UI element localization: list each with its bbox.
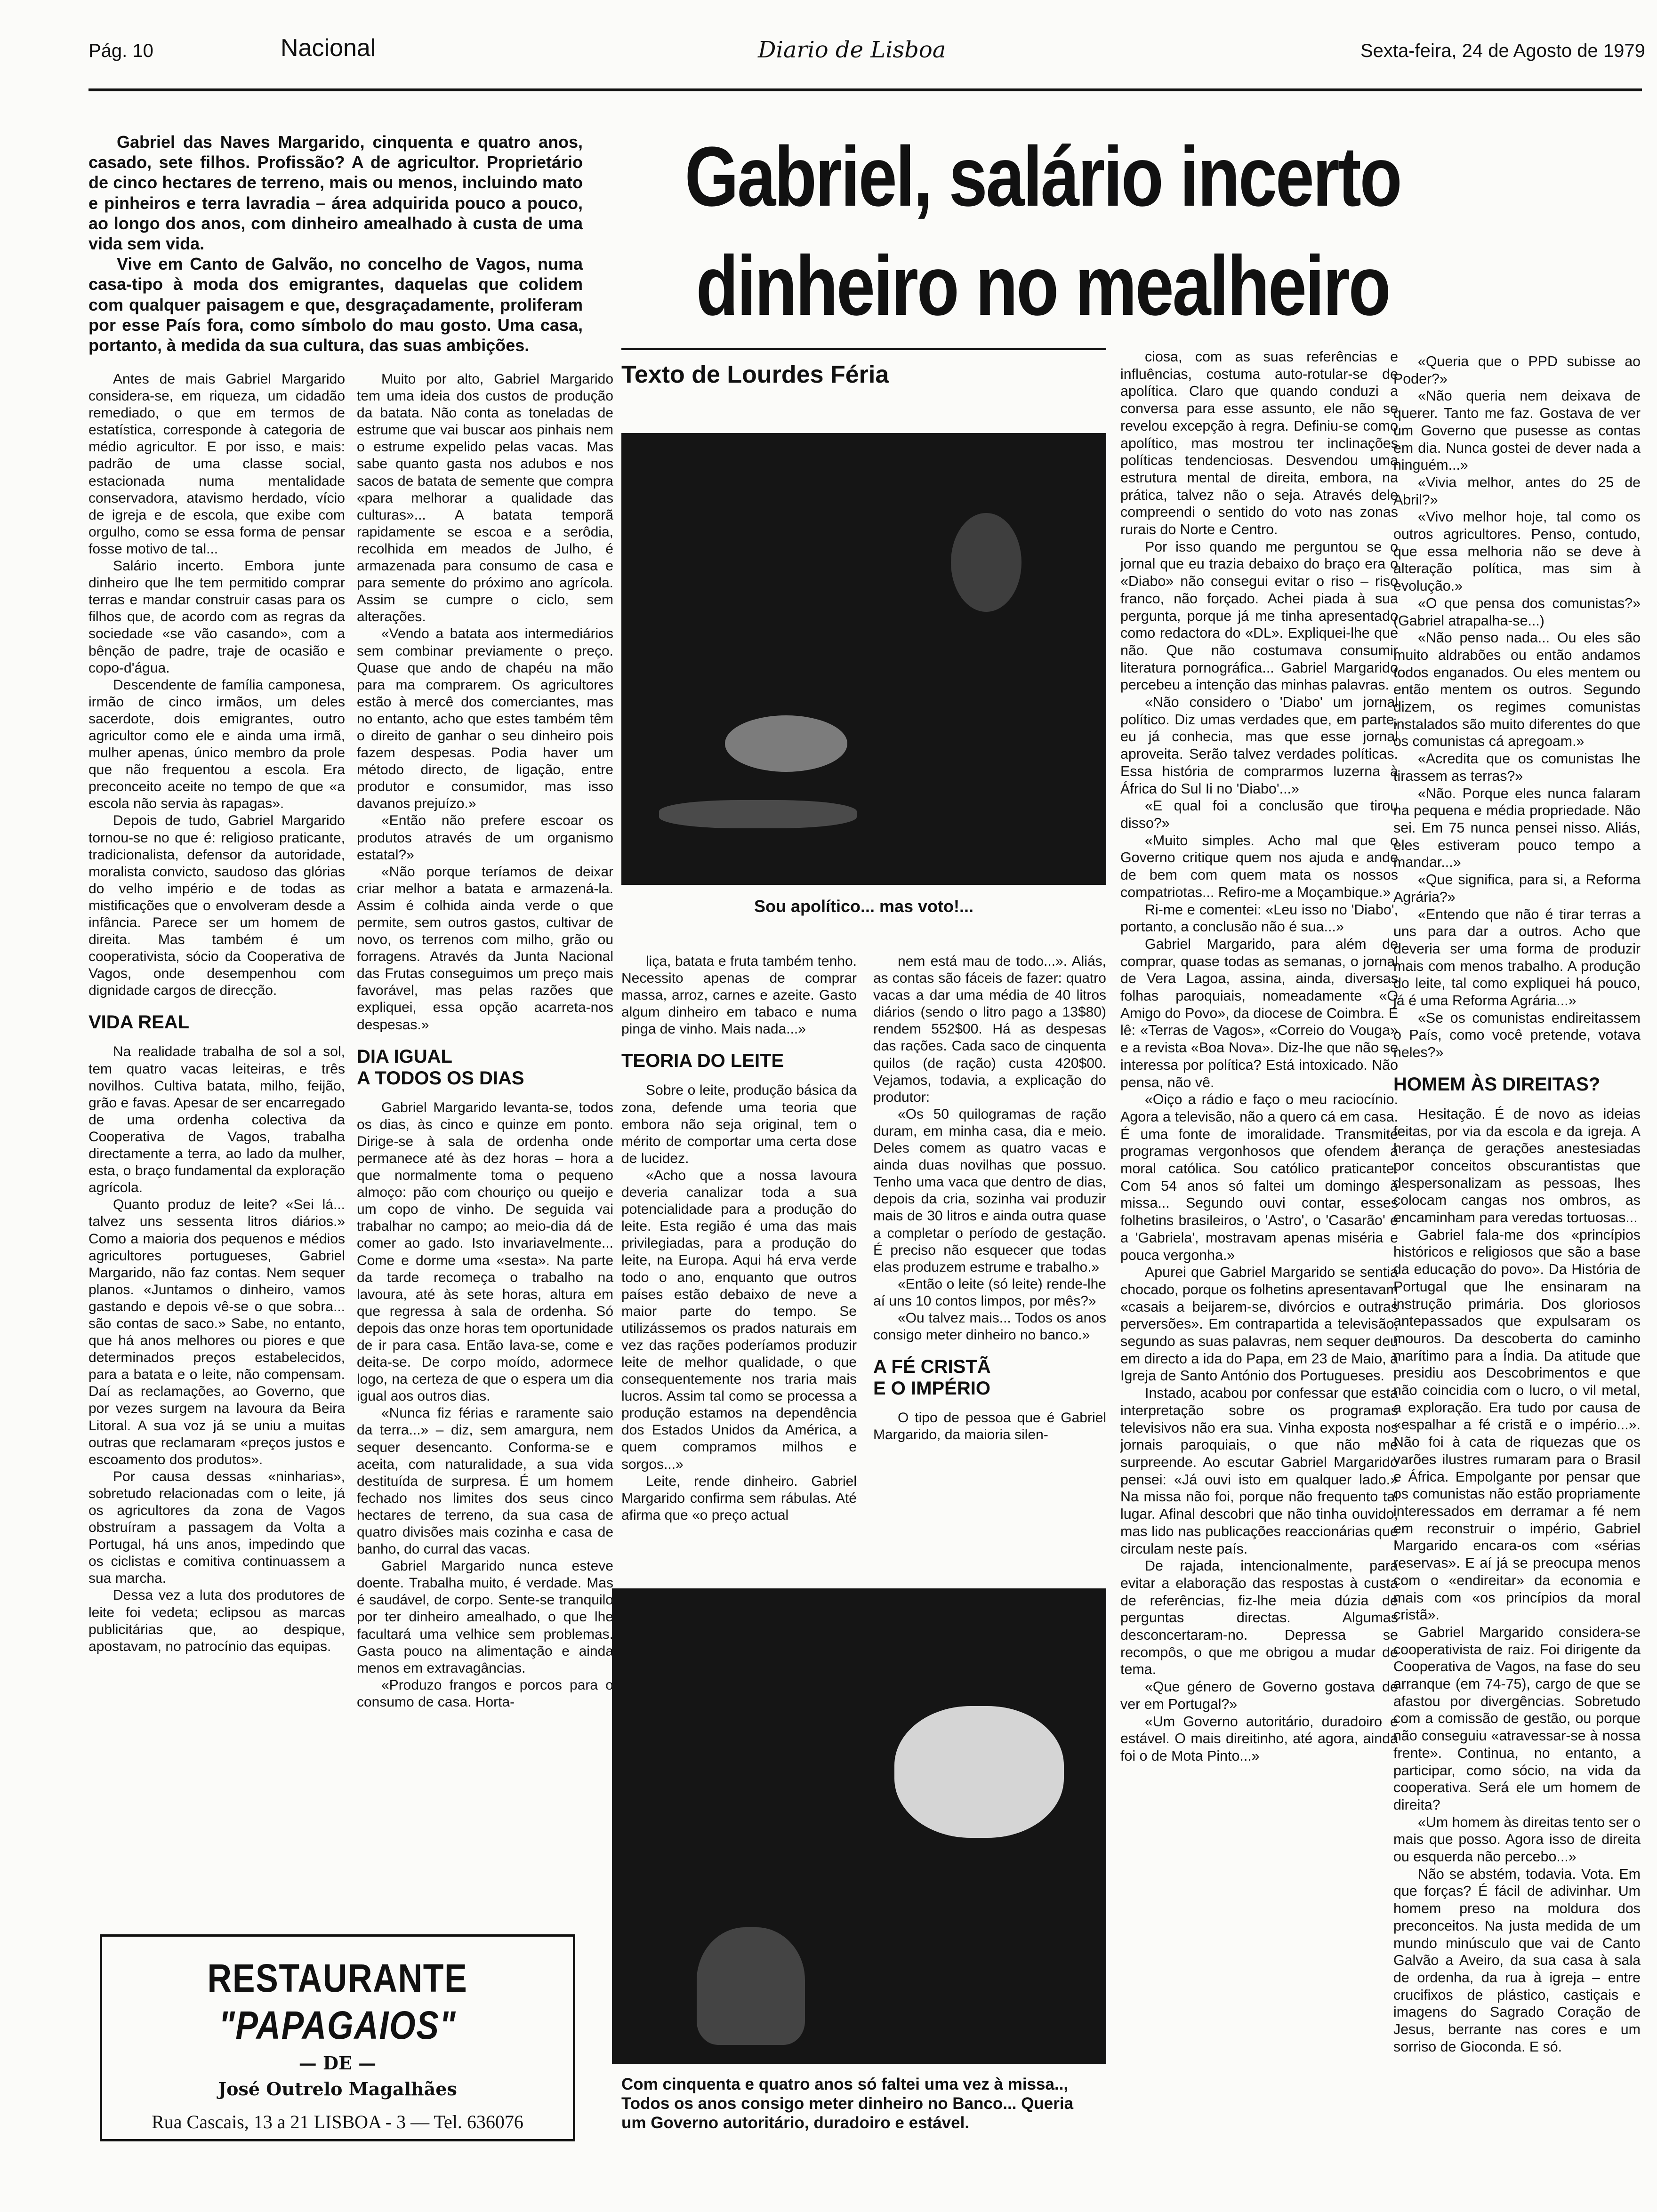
article-paragraph: Depois de tudo, Gabriel Margarido tornou-se no que é: religioso praticante, tradicionalista, defensor da autoridade, moralista convicto, saudoso das glórias do velho império e de todas as mistificações que o envolveram desde a infância. Parece ser um homem de direita. Mas também é um cooperativista, sócio da Cooperativa de Vagos, onde desempenhou com dignidade cargos de direcção. bbox=[88, 813, 345, 999]
byline: Texto de Lourdes Féria bbox=[621, 361, 889, 388]
ad-heading: RESTAURANTE bbox=[207, 1956, 468, 2000]
article-paragraph: «Vivia melhor, antes do 25 de Abril?» bbox=[1393, 474, 1641, 508]
article-paragraph: Ri-me e comentei: «Leu isso no 'Diabo', portanto, a conclusão não é sua...» bbox=[1120, 901, 1398, 935]
photo-table-edge bbox=[659, 800, 857, 828]
article-paragraph: «Não penso nada... Ou eles são muito aldrabões ou então andamos todos enganados. Ou eles mentem ou então mentem os outros. Segundo dizem, os regimes comunistas instalados são muito diferentes do que os comunistas cá apregoam.» bbox=[1393, 630, 1641, 750]
header-rule bbox=[88, 88, 1642, 91]
article-paragraph: «Queria que o PPD subisse ao Poder?» bbox=[1393, 353, 1641, 387]
newspaper-name: Diario de Lisboa bbox=[758, 37, 946, 63]
byline-rule bbox=[621, 348, 1106, 350]
article-paragraph: Apurei que Gabriel Margarido se sentia chocado, porque os folhetins apresentavam «casais a beijarem-se, divórcios e outras perversões». Em contrapartida a televisão, segundo as suas palavras, nem sequer deu em directo a ida do Papa, em 23 de Maio, à Igreja de Santo António dos Portugueses. bbox=[1120, 1264, 1398, 1384]
article-paragraph: «Entendo que não é tirar terras a uns para dar a outros. Acho que deveria ser uma forma de produzir mais com menos trabalho. A produção do leite, tal como expliquei há pouco, já é uma Reforma Agrária...» bbox=[1393, 906, 1641, 1009]
article-paragraph: «Os 50 quilogramas de ração duram, em minha casa, dia e meio. Deles comem as quatro vacas e ainda duas novilhas que possuo. Tenho uma vaca que dentro de dias, depois da cria, sozinha vai produzir mais de 30 litros e ainda outra quase a completar o período de gestação. É preciso não esquecer que todas elas produzem estrume e trabalho.» bbox=[873, 1106, 1106, 1275]
article-paragraph: Gabriel fala-me dos «princípios históricos e religiosos que são a base da educação do povo». Da História de Portugal que lhe ensinaram na instrução primária. Dos gloriosos antepassados que expulsaram os mouros. Da descoberta do caminho marítimo para a Índia. Da atitude que presidiu aos Descobrimentos e que não coincidia com o lucro, o vil metal, a exploração. Era tudo por causa de «espalhar a fé cristã e o império...». Não foi à cata de riquezas que os varões ilustres rumaram para o Brasil e África. Empolgante por pensar que os comunistas não estão propriamente interessados em derramar a fé nem em reconstruir o império, Gabriel Margarido encara-os com «sérias reservas». E aí já se preocupa menos com o «endireitar» da economia e mais com «os princípios da moral cristã». bbox=[1393, 1226, 1641, 1623]
article-paragraph: Descendente de família camponesa, irmão de cinco irmãos, um deles sacerdote, dois emigrantes, outro agricultor como ele e ainda uma irmã, mulher apenas, único membro da prole que não frequentou a escola. Era preconceito aceite no tempo de que «a escola não servia às rapagas». bbox=[88, 677, 345, 812]
article-paragraph: O tipo de pessoa que é Gabriel Margarido, da maioria silen- bbox=[873, 1410, 1106, 1443]
subheading: A FÉ CRISTÃ E O IMPÉRIO bbox=[873, 1356, 991, 1399]
article-paragraph: «Não queria nem deixava de querer. Tanto me faz. Gostava de ver um Governo que pusesse as contas em dia. Nunca gostei de dever nada a ninguém...» bbox=[1393, 388, 1641, 473]
article-paragraph: Muito por alto, Gabriel Margarido tem uma ideia dos custos de produção da batata. Não conta as toneladas de estrume que vai buscar aos pinhais nem o estrume expelido pelas vacas. Mas sabe quanto gasta nos adubos e nos sacos de batata de semente que compra «para melhorar a qualidade das culturas»... A batata temporã rapidamente se escoa e a serôdia, recolhida em meados de Julho, é armazenada para consumo de casa e para semente do próximo ano agrícola. Assim se cumpre o ciclo, sem alterações. bbox=[357, 371, 613, 625]
photo-caption: Sou apolítico... mas voto!... bbox=[754, 897, 974, 916]
article-paragraph: Dessa vez a luta dos produtores de leite foi vedeta; eclipsou as marcas publicitárias que, ao despique, apostavam, no patrocínio das equipas. bbox=[88, 1587, 345, 1654]
article-paragraph: Gabriel Margarido levanta-se, todos os dias, às cinco e quinze em ponto. Dirige-se à sala de ordenha onde permanece até às dez horas – hora a que normalmente toma o pequeno almoço: pão com chouriço ou queijo e um copo de vinho. De seguida vai trabalhar no campo; ao meio-dia dá de comer ao gado. Isto invariavelmente... Come e dorme uma «sesta». Na parte da tarde recomeça o trabalho na lavoura, até às sete horas, altura em que regressa à sala de ordenha. Só depois das onze horas tem oportunidade de ir para casa. Então lava-se, come e deita-se. De corpo moído, adormece logo, na certeza de que o espera um dia igual aos outros dias. bbox=[357, 1099, 613, 1404]
article-column-2 bbox=[357, 371, 613, 1711]
photo-table-highlight bbox=[725, 715, 847, 772]
article-paragraph: Quanto produz de leite? «Sei lá... talvez uns sessenta litros diários.» Como a maioria dos pequenos e médios agricultores portugueses, Gabriel Margarido, não faz contas. Nem sequer planos. «Juntamos o dinheiro, vamos gastando e depois vê-se o que sobra... são contas de saco.» Sabe, no entanto, que há anos melhores ou piores e que determinados preços estabelecidos, para a batata e o leite, não compensam. Daí as reclamações, ao Governo, que por vezes surgem na lavoura da Beira Litoral. A sua voz já se uniu a muitas outras que reclamaram «preços justos e escoamento dos produtos». bbox=[88, 1197, 345, 1467]
article-paragraph: «Um Governo autoritário, duradoiro e estável. O mais direitinho, até agora, ainda foi o de Mota Pinto...» bbox=[1120, 1713, 1398, 1764]
headline bbox=[682, 122, 1403, 341]
ad-de: — DE — bbox=[298, 2052, 377, 2074]
article-paragraph: Na realidade trabalha de sol a sol, tem quatro vacas leiteiras, e três novilhos. Cultiva batata, milho, feijão, grão e favas. Apesar de ser encarregado de uma ordenha colectiva da Cooperativa de Vagos, trabalha directamente a terra, ao lado da mulher, esta, o braço fundamental da exploração agrícola. bbox=[88, 1044, 345, 1196]
article-paragraph: «Vivo melhor hoje, tal como os outros agricultores. Penso, contudo, que essa melhoria não se deve à alteração política, mas sim à evolução.» bbox=[1393, 509, 1641, 594]
article-paragraph: Instado, acabou por confessar que esta interpretação sobre os programas televisivos não era sua. Vinha exposta nos jornais paroquiais, o que não me surpreende. Ao escutar Gabriel Margarido pensei: «Já ouvi isto em qualquer lado.» Na missa não foi, porque não frequento tal lugar. Afinal descobri que não tinha ouvido, mas lido nas publicações reaccionárias que circulam neste país. bbox=[1120, 1385, 1398, 1557]
article-paragraph: Gabriel Margarido nunca esteve doente. Trabalha muito, é verdade. Mas é saudável, de corpo. Sente-se tranquilo por ter dinheiro amealhado, o que lhe facultará uma velhice sem problemas. Gasta pouco na alimentação e ainda menos em extravagâncias. bbox=[357, 1558, 613, 1676]
article-paragraph: «E qual foi a conclusão que tirou disso?» bbox=[1120, 798, 1398, 831]
photo-figure bbox=[697, 1927, 805, 2045]
ad-address: Rua Cascais, 13 a 21 LISBOA - 3 — Tel. 636076 bbox=[152, 2111, 523, 2132]
article-paragraph: Não se abstém, todavia. Vota. Em que forças? É fácil de adivinhar. Um homem preso na moldura dos preconceitos. Na justa medida de um mundo minúsculo que vai de Canto Galvão a Aveiro, da sua casa à sala de ordenha, da rua à igreja – entre crucifixos de plástico, castiçais e imagens do Sagrado Coração de Jesus, berrante nas cores e um sorriso de Gioconda. E só. bbox=[1393, 1866, 1641, 2055]
restaurant-advertisement bbox=[100, 1934, 575, 2141]
article-paragraph: «Que significa, para si, a Reforma Agrária?» bbox=[1393, 872, 1641, 905]
photo-caption: Com cinquenta e quatro anos só faltei uma vez à missa.., Todos os anos consigo meter dinheiro no Banco... Queria um Governo autoritário, duradoiro e estável. bbox=[621, 2075, 1074, 2132]
article-paragraph: Gabriel Margarido considera-se cooperativista de raiz. Foi dirigente da Cooperativa de Vagos, na fase do seu arranque (em 74-75), cargo de que se afastou por divergências. Sobretudo com a comissão de gestão, ou porque não conseguiu «atravessar-se à nossa frente». Continua, no entanto, a participar, como sócio, na vida da cooperativa. Será ele um homem de direita? bbox=[1393, 1624, 1641, 1813]
article-paragraph: «Um homem às direitas tento ser o mais que posso. Agora isso de direita ou esquerda não percebo...» bbox=[1393, 1814, 1641, 1865]
article-column-3 bbox=[621, 953, 857, 1524]
article-paragraph: «Muito simples. Acho mal que o Governo critique quem nos ajuda e ande de bem com quem mata os nossos compatriotas... Refiro-me a Moçambique.» bbox=[1120, 832, 1398, 900]
ad-owner: José Outrelo Magalhães bbox=[218, 2078, 457, 2100]
article-paragraph: Sobre o leite, produção básica da zona, defende uma teoria que embora não seja original, tem o mérito de comportar uma certa dose de lucidez. bbox=[621, 1082, 857, 1166]
article-column-5 bbox=[1120, 348, 1398, 1765]
article-column-6 bbox=[1393, 353, 1641, 2056]
subheading: TEORIA DO LEITE bbox=[621, 1050, 784, 1072]
article-paragraph: «Não considero o 'Diabo' um jornal político. Diz umas verdades que, em parte, eu já conhecia, mas que esse jornal aproveita. Serão talvez verdades políticas. Essa história de comprarmos luzerna à África do Sul Ii no 'Diabo'...» bbox=[1120, 694, 1398, 797]
article-paragraph: «Nunca fiz férias e raramente saio da terra...» – diz, sem amargura, nem sequer desencanto. Conforma-se e aceita, com naturalidade, a sua vida destituída de surpresa. É um homem fechado nos limites dos seus cinco hectares de terreno, da sua casa de quatro divisões mais cozinha e casa de banho, do curral das vacas. bbox=[357, 1405, 613, 1557]
photo-farmer-table bbox=[621, 433, 1106, 885]
article-paragraph: «Ou talvez mais... Todos os anos consigo meter dinheiro no banco.» bbox=[873, 1310, 1106, 1343]
article-paragraph: «Então o leite (só leite) rende-lhe aí uns 10 contos limpos, por mês?» bbox=[873, 1276, 1106, 1309]
lede bbox=[88, 132, 583, 355]
article-paragraph: «Vendo a batata aos intermediários sem combinar previamente o preço. Quase que ando de chapéu na mão para ma comprarem. Os agricultores estão à mercê dos comerciantes, mas no entanto, acho que estes também têm o direito de ganhar o seu dinheiro pois fazem despesas. Podia haver um método directo, de ligação, entre produtor e consumidor, mas isso davanos prejuízo.» bbox=[357, 626, 613, 812]
article-paragraph: «Então não prefere escoar os produtos através de um organismo estatal?» bbox=[357, 813, 613, 863]
article-paragraph: «Se os comunistas endireitassem o País, como você pretende, votava neles?» bbox=[1393, 1010, 1641, 1061]
article-paragraph: «Oiço a rádio e faço o meu raciocínio. Agora a televisão, não a quero cá em casa. É uma fonte de imoralidade. Transmite programas vergonhosos que ofendem a moral católica. Sou católico praticante. Com 54 anos só faltei um domingo à missa... Segundo ouvi contar, esses folhetins brasileiros, o 'Astro', o 'Casarão' e a 'Gabriela', mostravam apenas miséria e pouca vergonha.» bbox=[1120, 1091, 1398, 1263]
headline-line: dinheiro no mealheiro bbox=[696, 239, 1390, 333]
article-paragraph: «O que pensa dos comunistas?» (Gabriel atrapalha-se...) bbox=[1393, 595, 1641, 629]
section-name: Nacional bbox=[281, 34, 376, 62]
article-paragraph: Por causa dessas «ninharias», sobretudo relacionadas com o leite, já os agricultores da zona de Vagos obstruíram a passagem da Volta a Portugal, há uns anos, impedindo que os ciclistas e comitiva continuassem a sua marcha. bbox=[88, 1468, 345, 1587]
article-paragraph: Antes de mais Gabriel Margarido considera-se, em riqueza, um cidadão remediado, o que em termos de estatística, corresponde à categoria de médio agricultor. E por isso, e mais: padrão de uma classe social, estacionada numa mentalidade conservadora, atavismo herdado, vício de igreja e de escola, que exibe com orgulho, como se essa forma de pensar fosse motivo de tal... bbox=[88, 371, 345, 557]
headline-line: Gabriel, salário incerto bbox=[684, 129, 1401, 224]
article-paragraph: nem está mau de todo...». Aliás, as contas são fáceis de fazer: quatro vacas a dar uma média de 40 litros diários (sendo o litro pago a 13$80) rendem 552$00. Há as despesas das rações. Cada saco de cinquenta quilos (de ração) custa 420$00. Vejamos, todavia, a explicação do produtor: bbox=[873, 954, 1106, 1105]
article-paragraph: «Que género de Governo gostava de ver em Portugal?» bbox=[1120, 1679, 1398, 1712]
article-paragraph: Gabriel Margarido, para além de comprar, quase todas as semanas, o jornal de Vera Lagoa, assina, ainda, diversas folhas paroquiais, nomeadamente «O Amigo do Povo», da diocese de Coimbra. E lê: «Terras de Vagos», «Correio do Vouga» e a revista «Boa Nova». Diz-lhe que não se interessa por política? Está intoxicado. Não pensa, não vê. bbox=[1120, 936, 1398, 1090]
article-paragraph: Leite, rende dinheiro. Gabriel Margarido confirma sem rábulas. Até afirma que «o preço actual bbox=[621, 1473, 857, 1523]
page-number: Pág. 10 bbox=[88, 40, 153, 61]
ad-restaurant-name: "PAPAGAIOS" bbox=[218, 2003, 457, 2047]
article-paragraph: ciosa, com as suas referências e influências, costuma auto-rotular-se de apolítica. Claro que quando conduzi a conversa para esse assunto, ele não se revelou excepção à regra. Definiu-se como apolítico, mas mostrou ter inclinações políticas tendenciosas. Desvendou uma estrutura mental de direita, embora, na prática, talvez não o seja. Através dele compreendi o sentido do voto nas zonas rurais do Norte e Centro. bbox=[1120, 349, 1398, 538]
photo-farmer-lamp bbox=[612, 1588, 1106, 2064]
photo-figure bbox=[951, 513, 1022, 612]
subheading: DIA IGUAL A TODOS OS DIAS bbox=[357, 1046, 524, 1089]
issue-date: Sexta-feira, 24 de Agosto de 1979 bbox=[1360, 40, 1645, 61]
article-paragraph: De rajada, intencionalmente, para evitar a elaboração das respostas à custa de referências, fiz-lhe meia dúzia de perguntas directas. Algumas desconcertaram-no. Depressa se recompôs, o que me obrigou a mudar de tema. bbox=[1120, 1558, 1398, 1678]
subheading: VIDA REAL bbox=[88, 1012, 190, 1033]
article-paragraph: Salário incerto. Embora junte dinheiro que lhe tem permitido comprar terras e mandar construir casas para os filhos que, de acordo com as regras da sociedade «se vão casando», com a bênção de padre, traje de ocasião e copo-d'água. bbox=[88, 558, 345, 676]
photo-lamp bbox=[894, 1706, 1064, 1838]
article-paragraph: liça, batata e fruta também tenho. Necessito apenas de comprar massa, arroz, carnes e azeite. Gasto algum dinheiro em tabaco e numa pinga de vinho. Mais nada...» bbox=[621, 954, 857, 1037]
article-column-1 bbox=[88, 371, 345, 1655]
article-paragraph: «Não. Porque eles nunca falaram na pequena e média propriedade. Não sei. Em 75 nunca pensei nisso. Aliás, eles estiveram pouco tempo a mandar...» bbox=[1393, 785, 1641, 871]
article-paragraph: «Produzo frangos e porcos para o consumo de casa. Horta- bbox=[357, 1677, 613, 1710]
subheading: HOMEM ÀS DIREITAS? bbox=[1393, 1074, 1601, 1095]
article-paragraph: «Acredita que os comunistas lhe tirassem as terras?» bbox=[1393, 751, 1641, 784]
lede-paragraph: Gabriel das Naves Margarido, cinquenta e quatro anos, casado, sete filhos. Profissão? A de agricultor. Proprietário de cinco hectares de terreno, mais ou menos, incluindo mato e pinheiros e terra lavradia – área adquirida pouco a pouco, ao longo dos anos, com dinheiro amealhado à custa de uma vida sem vida. bbox=[88, 132, 583, 254]
article-paragraph: «Acho que a nossa lavoura deveria canalizar toda a sua potencialidade para a produção do leite. Esta região é uma das mais privilegiadas, para a produção do leite, na Europa. Aqui há erva verde todo o ano, enquanto que outros países estão debaixo de neve a maior parte do tempo. Se utilizássemos os prados naturais em vez das rações poderíamos produzir leite de melhor qualidade, o que consequentemente nos traria mais lucros. Assim tal como se processa a produção estamos na dependência dos Estados Unidos da América, a quem compramos milhos e sorgos...» bbox=[621, 1167, 857, 1472]
lede-paragraph: Vive em Canto de Galvão, no concelho de Vagos, numa casa-tipo à moda dos emigrantes, daquelas que colidem com qualquer paisagem e que, desgraçadamente, proliferam por esse País fora, como símbolo do mau gosto. Uma casa, portanto, à medida da sua cultura, das suas ambições. bbox=[88, 254, 583, 355]
article-paragraph: «Não porque teríamos de deixar criar melhor a batata e armazená-la. Assim é colhida ainda verde o que permite, sem outros gastos, cultivar de novo, os terrenos com milho, grão ou forragens. Através da Junta Nacional das Frutas conseguimos um preço mais favorável, mas pelas razões que expliquei, essa opção acarreta-nos despesas.» bbox=[357, 864, 613, 1033]
article-paragraph: Por isso quando me perguntou se o jornal que eu trazia debaixo do braço era o «Diabo» não consegui evitar o riso – riso franco, não forçado. Achei piada à sua pergunta, porque já me tinha apresentado como redactora do «DL». Expliquei-lhe que não. Que não costumava consumir literatura pornográfica... Gabriel Margarido percebeu a intenção das minhas palavras. bbox=[1120, 538, 1398, 693]
article-paragraph: Hesitação. É de novo as ideias feitas, por via da escola e da igreja. A herança de gerações anestesiadas por conceitos obscurantistas que despersonalizam as pessoas, lhes colocam cangas nos ombros, as encaminham para veredas tortuosas... bbox=[1393, 1106, 1641, 1226]
article-column-4 bbox=[873, 953, 1106, 1443]
